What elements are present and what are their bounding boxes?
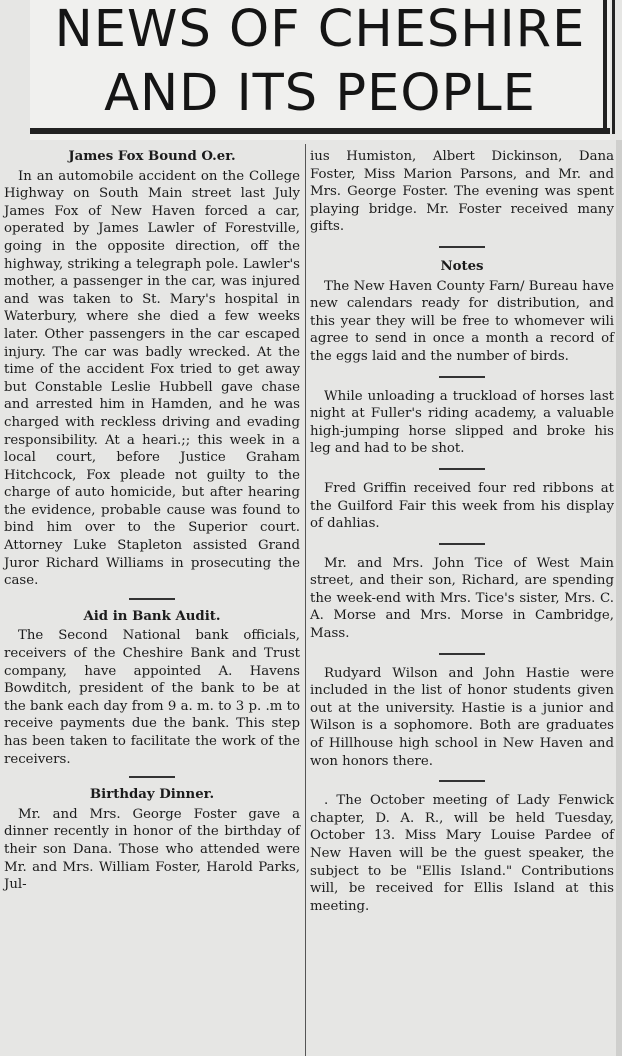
note-item-tice: Mr. and Mrs. John Tice of West Main street, and their son, Richard, are spending the week-end with Mrs. Tice's sister, Mrs. C. A. Morse and Mrs. Morse in Cambridge, Mass. <box>310 555 614 642</box>
headline-james-fox: James Fox Bound O.er. <box>68 149 236 164</box>
masthead-line-2: AND ITS PEOPLE <box>104 64 536 123</box>
separator-rule <box>439 246 485 248</box>
separator-rule <box>129 598 175 600</box>
masthead-line-1: NEWS OF CHESHIRE <box>54 0 586 59</box>
separator-rule <box>439 376 485 378</box>
masthead-border-right-outer <box>612 0 615 134</box>
headline-notes: Notes <box>440 258 484 274</box>
note-item-farm-bureau: The New Haven County Farn/ Bureau have new calendars ready for distribution, and this year they will be free to whomever wili agree to send in once a month a record of the eggs laid and the number of birds. <box>310 278 614 364</box>
birthday-dinner-continuation: ius Humiston, Albert Dickinson, Dana Foster, Miss Marion Parsons, and Mr. and Mrs. George Foster. The evening was spent playing bridge. Mr. Foster received many gifts. <box>310 149 614 235</box>
separator-rule <box>439 780 485 782</box>
note-item-dahlias: Fred Griffin received four red ribbons at the Guilford Fair this week from his display of dahlias. <box>310 480 614 532</box>
page-edge <box>616 140 622 1056</box>
note-item-dar-meeting: . The October meeting of Lady Fenwick chapter, D. A. R., will be held Tuesday, October 13. Miss Mary Louise Pardee of New Haven will be the guest speaker, the subject to be "Ellis Island." Contributions will, be received for Ellis Island at this meeting. <box>310 793 614 914</box>
headline-birthday-dinner: Birthday Dinner. <box>89 787 215 803</box>
headline-bank-audit: Aid in Bank Audit. <box>83 608 221 624</box>
separator-rule <box>439 653 485 655</box>
article-bank-audit-body: The Second National bank officials, receivers of the Cheshire Bank and Trust company, have appointed A. Havens Bowditch, president of the bank to be at the bank each day from 9 a. m. to 3 p. .m to receive payments due the bank. This step has been taken to facilitate the work of the receivers. <box>4 628 300 767</box>
article-james-fox-body: In an automobile accident on the College Highway on South Main street last July James Fox of New Haven forced a car, operated by James Lawler of Forestville, going in the opposite direction, off the highway, striking a telegraph pole. Lawler's mother, a passenger in the car, was injured and was taken to St. Mary's hospital in Waterbury, where she died a few weeks later. Other passengers in the car escaped injury. The car was badly wrecked. At the time of the accident Fox tried to get away but Constable Leslie Hubbell gave chase and arrested him in Hamden, and he was charged with reckless driving and evading responsibility. At a heari.;; this week in a local court, before Justice Graham Hitchcock, Fox pleade not guilty to the charge of auto homicide, but after hearing the evidence, probable cause was found to bind him over to the Superior court. Attorney Luke Stapleton assisted Grand Juror Richard Williams in prosecuting the case. <box>4 168 300 589</box>
masthead <box>30 0 610 140</box>
masthead-border-right <box>603 0 607 134</box>
column-divider <box>305 144 306 1056</box>
masthead-rule <box>30 128 610 134</box>
article-birthday-dinner-body: Mr. and Mrs. George Foster gave a dinner recently in honor of the birthday of their son Dana. Those who attended were Mr. and Mrs. William Foster, Harold Parks, Jul- <box>4 806 300 893</box>
separator-rule <box>439 468 485 470</box>
separator-rule <box>129 776 175 778</box>
note-item-horse: While unloading a truckload of horses last night at Fuller's riding academy, a valuable high-jumping horse slipped and broke his leg and had to be shot. <box>310 388 614 457</box>
left-column <box>4 148 300 894</box>
note-item-honor-students: Rudyard Wilson and John Hastie were included in the list of honor students given out at the university. Hastie is a junior and Wilson is a sophomore. Both are graduates of Hillhouse high school in New Haven and won honors there. <box>310 665 614 769</box>
right-column <box>310 148 614 915</box>
separator-rule <box>439 543 485 545</box>
